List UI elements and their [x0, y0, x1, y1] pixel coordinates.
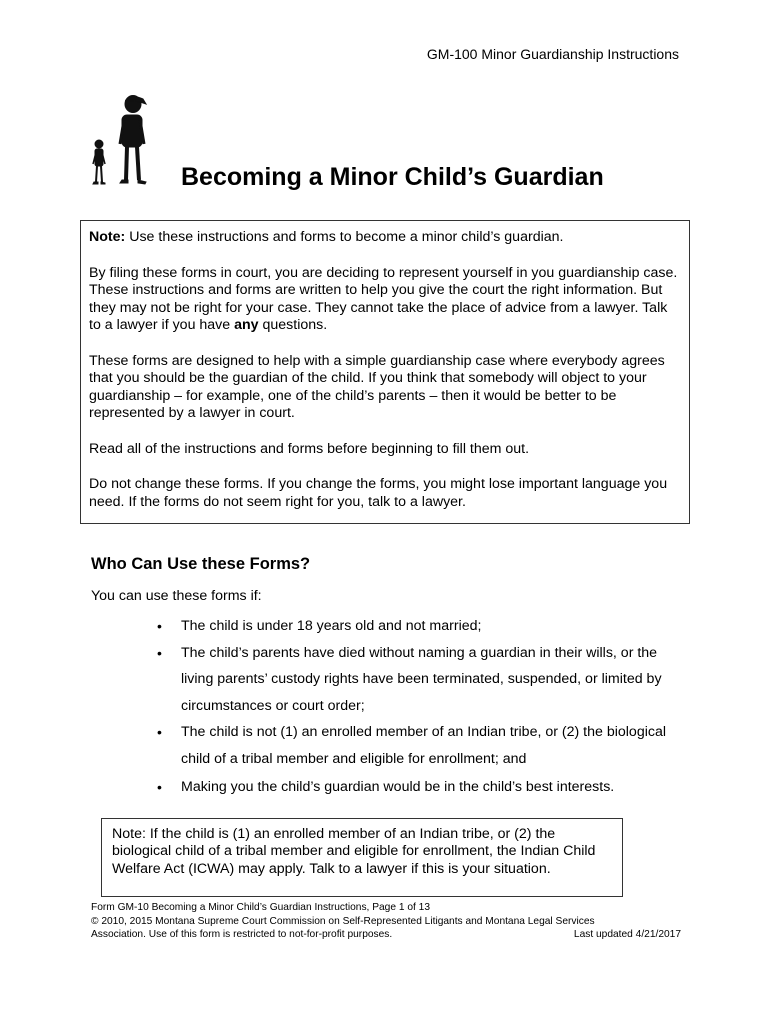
list-item — [155, 613, 675, 640]
self-representation-paragraph — [89, 265, 681, 335]
page-title: Becoming a Minor Child’s Guardian — [181, 163, 604, 191]
do-not-change-paragraph: Do not change these forms. If you change the forms, you might lose important language you need. If the forms do not seem right for you, talk to a lawyer. — [89, 476, 668, 510]
footer-copyright-line: © 2010, 2015 Montana Supreme Court Commission on Self-Represented Litigants and Montana Legal Services — [91, 915, 595, 927]
last-updated: Last updated 4/21/2017 — [573, 929, 681, 940]
note-text: Use these instructions and forms to become a minor child’s guardian. — [125, 229, 564, 245]
list-item — [155, 719, 675, 772]
list-item-text: Making you the child’s guardian would be in the child’s best interests. — [181, 779, 615, 795]
note-paragraph — [89, 229, 681, 247]
paragraph-end: questions. — [258, 317, 328, 333]
section-intro: You can use these forms if: — [91, 588, 262, 604]
bullet-icon: • — [157, 779, 162, 795]
paragraph-text: By filing these forms in court, you are deciding to represent yourself in you guardianship case. These instructions and forms are written to help you give the court the right information. But they may not be right for your case. They cannot take the place of advice from a lawyer. Talk to a lawyer if you have — [89, 264, 678, 333]
footer-form-line: Form GM-10 Becoming a Minor Child’s Guardian Instructions, Page 1 of 13 — [91, 902, 430, 913]
bullet-icon: • — [157, 644, 162, 661]
note-label: Note: — [89, 229, 126, 245]
icwa-note-box: Note: If the child is (1) an enrolled member of an Indian tribe, or (2) the biological child of a tribal member and eligible for enrollment, the Indian Child Welfare Act (ICWA) may apply. Talk to a lawyer if this is your situation. — [101, 818, 623, 897]
emphasis-any: any — [234, 317, 259, 333]
child-figure — [93, 140, 105, 184]
footer-restriction-line: Association. Use of this form is restricted to not-for-profit purposes. — [91, 929, 393, 940]
list-item — [155, 640, 675, 720]
read-all-paragraph: Read all of the instructions and forms before beginning to fill them out. — [89, 440, 530, 457]
simple-case-paragraph: These forms are designed to help with a simple guardianship case where everybody agrees that you should be the guardian of the child. If you think that somebody will object to your guardianship – for example, one of the child’s parents – then it would be better to be represented by a lawyer in court. — [89, 352, 665, 421]
form-reference: GM-100 Minor Guardianship Instructions — [426, 46, 679, 62]
list-item-text: The child’s parents have died without naming a guardian in their wills, or the living parents’ custody rights have been terminated, suspended, or limited by circumstances or court order; — [181, 644, 662, 714]
instructions-note-box — [80, 220, 690, 524]
bullet-icon: • — [157, 724, 162, 740]
adult-figure — [120, 96, 146, 185]
eligibility-list — [155, 613, 675, 801]
bullet-icon: • — [157, 618, 162, 634]
list-item — [155, 774, 675, 801]
list-item-text: The child is under 18 years old and not married; — [181, 618, 482, 634]
page-footer — [91, 901, 681, 942]
section-heading: Who Can Use these Forms? — [91, 555, 311, 573]
footer-last-row — [91, 928, 681, 942]
adult-and-child-illustration — [88, 92, 158, 192]
list-item-text: The child is not (1) an enrolled member of an Indian tribe, or (2) the biological child of a tribal member and eligible for enrollment; and — [181, 724, 666, 767]
